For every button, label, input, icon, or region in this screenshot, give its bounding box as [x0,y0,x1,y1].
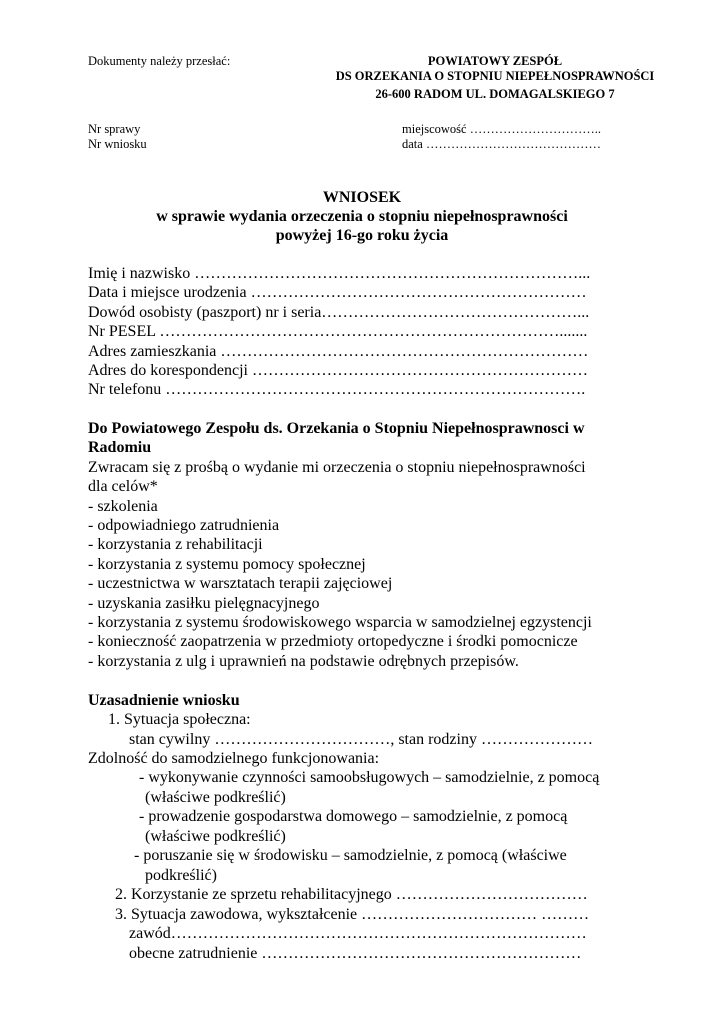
request-intro-cont: dla celów* [88,478,158,495]
field-correspondence: Adres do korespondencji ……………………………………………………… [88,362,588,379]
justification-heading: Uzasadnienie wniosku [88,692,240,709]
marital-status-field: stan cywilny ……………………………, stan rodziny ………………… [129,731,593,748]
profession-field: zawód…………………………………………………………………… [129,925,587,942]
place-field: miejscowość ………………………….. [402,122,601,136]
purpose-item: - uczestnictwa w warsztatach terapii zajęciowej [88,575,393,592]
addressee-line-3: 26-600 RADOM UL. DOMAGALSKIEGO 7 [375,87,615,101]
justification-item-2: 2. Korzystanie ze sprzetu rehabilitacyjnego ……………………………… [115,886,588,903]
purpose-item: - korzystania z rehabilitacji [88,536,263,553]
field-phone: Nr telefonu ……………………………………………………………………. [88,381,586,398]
purpose-item: - szkolenia [88,498,158,515]
request-heading-cont: Radomiu [88,439,152,456]
addressee-line-1: POWIATOWY ZESPÓŁ [427,54,563,68]
independence-label: Zdolność do samodzielnego funkcjonowania: [88,750,380,767]
field-id-document: Dowód osobisty (paszport) nr i seria…………………………………………... [88,304,590,321]
purpose-item: - korzystania z ulg i uprawnień na podstawie odrębnych przepisów. [88,653,519,670]
document-subtitle-age: powyżej 16-go roku życia [275,227,449,244]
request-heading: Do Powiatowego Zespołu ds. Orzekania o Stopniu Niepełnosprawnosci w [88,420,585,437]
purpose-item: - odpowiadniego zatrudnienia [88,517,280,534]
request-intro: Zwracam się z prośbą o wydanie mi orzeczenia o stopniu niepełnosprawności [88,459,586,476]
justification-item-3: 3. Sytuacja zawodowa, wykształcenie …………………………… ……… [115,906,590,923]
field-address: Adres zamieszkania …………………………………………………………… [88,343,589,360]
employment-field: obecne zatrudnienie …………………………………………………… [129,945,582,962]
document-subtitle: w sprawie wydania orzeczenia o stopniu niepełnosprawności [156,208,568,225]
addressee-line-2: DS ORZEKANIA O STOPNIU NIEPEŁNOSPRAWNOŚCI [335,69,655,83]
field-name: Imię i nazwisko ………………………………………………………………... [88,265,591,282]
send-to-label: Dokumenty należy przesłać: [88,54,231,68]
case-number-label: Nr sprawy [88,122,141,136]
selfcare-option: - wykonywanie czynności samoobsługowych – samodzielnie, z pomocą [139,769,600,786]
household-note: (właściwe podkreślić) [145,828,286,845]
field-birth: Data i miejsce urodzenia ……………………………………………………… [88,284,587,301]
date-field: data …………………………………… [402,137,601,151]
purpose-item: - konieczność zaopatrzenia w przedmioty ortopedyczne i środki pomocnicze [88,633,578,650]
application-number-label: Nr wniosku [88,137,147,151]
mobility-option: - poruszanie się w środowisku – samodzielnie, z pomocą (właściwe [134,847,567,864]
field-pesel: Nr PESEL …………………………………………………………………....... [88,323,588,340]
purpose-item: - korzystania z systemu pomocy społecznej [88,556,366,573]
purpose-item: - uzyskania zasiłku pielęgnacyjnego [88,595,320,612]
purpose-item: - korzystania z systemu środowiskowego wsparcia w samodzielnej egzystencji [88,614,592,631]
document-title: WNIOSEK [322,189,402,206]
justification-item-1: 1. Sytuacja społeczna: [108,711,251,728]
selfcare-note: (właściwe podkreślić) [145,789,286,806]
household-option: - prowadzenie gospodarstwa domowego – samodzielnie, z pomocą [139,808,568,825]
mobility-note: podkreślić) [145,867,217,884]
